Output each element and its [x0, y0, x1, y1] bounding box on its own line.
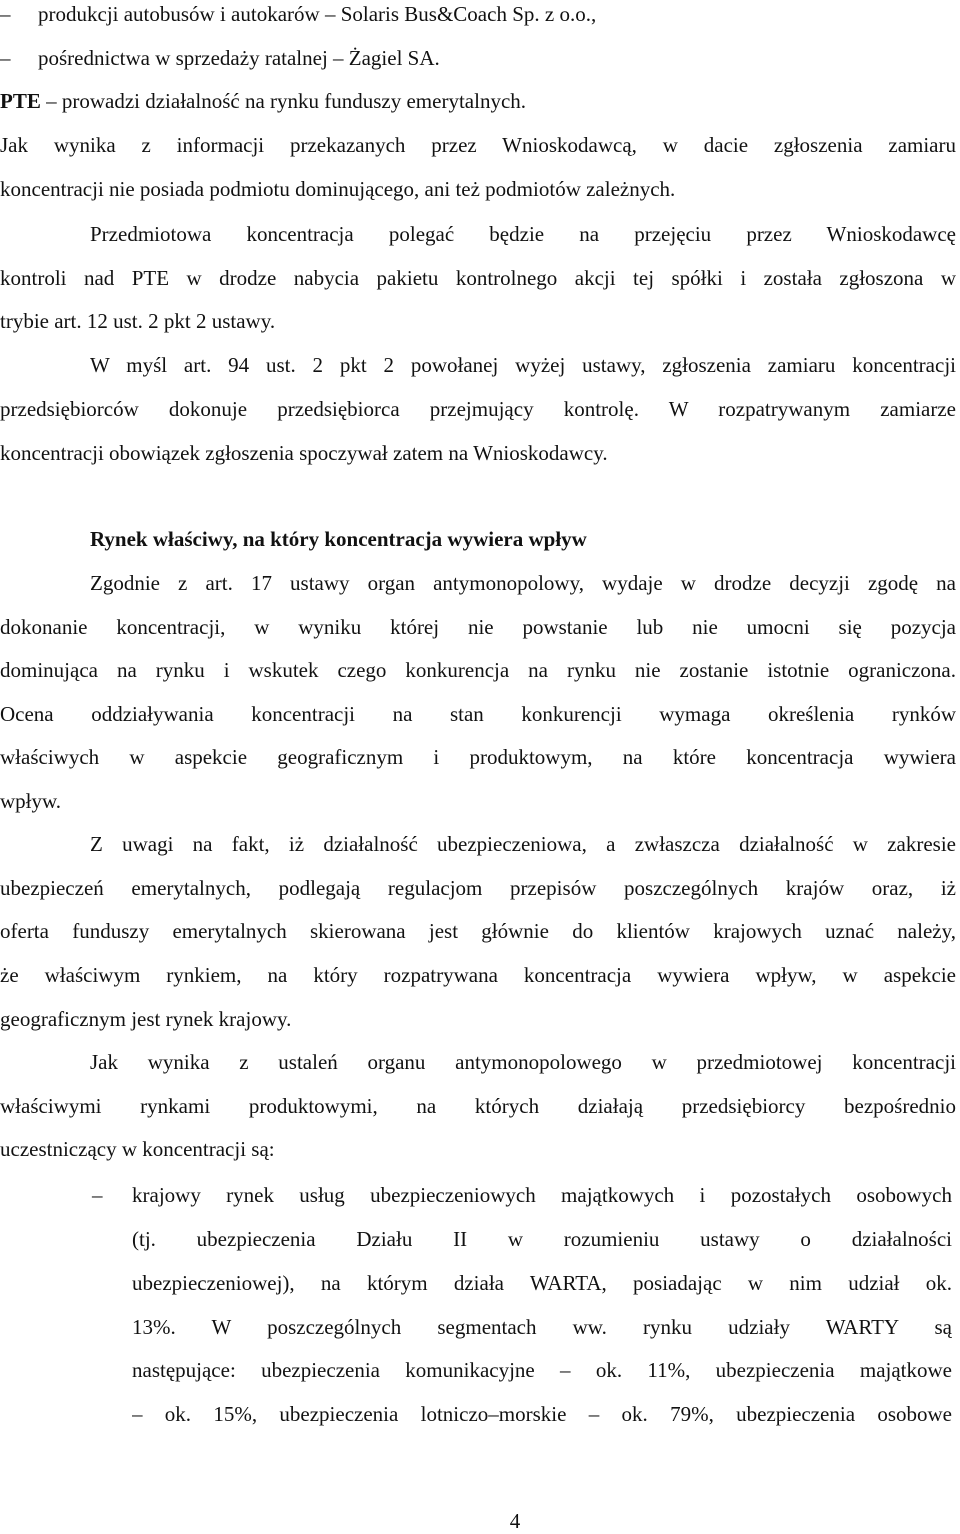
paragraph-line: że właściwym rynkiem, na który rozpatrywana koncentracja wywiera wpływ, w aspekcie [0, 963, 956, 987]
paragraph-line: właściwych w aspekcie geograficznym i produktowym, na które koncentracja wywiera [0, 745, 956, 769]
pte-label: PTE [0, 89, 41, 113]
paragraph-line: Przedmiotowa koncentracja polegać będzie na przejęciu przez Wnioskodawcę [90, 222, 956, 246]
paragraph-line: Zgodnie z art. 17 ustawy organ antymonopolowy, wydaje w drodze decyzji zgodę na [90, 571, 956, 595]
paragraph-line: koncentracji nie posiada podmiotu dominującego, ani też podmiotów zależnych. [0, 177, 676, 201]
list-item-text: następujące: ubezpieczenia komunikacyjne – ok. 11%, ubezpieczenia majątkowe [132, 1358, 952, 1382]
paragraph-line: wpływ. [0, 789, 62, 813]
paragraph-line: właściwymi rynkami produktowymi, na których działają przedsiębiorcy bezpośrednio [0, 1094, 956, 1118]
paragraph-line: Jak wynika z informacji przekazanych przez Wnioskodawcą, w dacie zgłoszenia zamiaru [0, 133, 956, 157]
list-dash: – [92, 1183, 103, 1207]
section-heading: Rynek właściwy, na który koncentracja wywiera wpływ [90, 527, 587, 551]
list-item-text: krajowy rynek usług ubezpieczeniowych majątkowych i pozostałych osobowych [132, 1183, 952, 1207]
list-item-text: pośrednictwa w sprzedaży ratalnej – Żagiel SA. [38, 46, 440, 70]
pte-line [0, 88, 956, 114]
list-item-text: (tj. ubezpieczenia Działu II w rozumieniu ustawy o działalności [132, 1227, 952, 1251]
pte-description: – prowadzi działalność na rynku funduszy emerytalnych. [40, 89, 527, 113]
list-item-text: 13%. W poszczególnych segmentach ww. rynku udziały WARTY są [132, 1315, 952, 1339]
paragraph-line: dominująca na rynku i wskutek czego konkurencja na rynku nie zostanie istotnie ograniczona. [0, 658, 956, 682]
paragraph-line: przedsiębiorców dokonuje przedsiębiorca przejmujący kontrolę. W rozpatrywanym zamiarze [0, 397, 956, 421]
paragraph-line: trybie art. 12 ust. 2 pkt 2 ustawy. [0, 309, 276, 333]
list-item-text: produkcji autobusów i autokarów – Solaris Bus&Coach Sp. z o.o., [38, 2, 597, 26]
paragraph-line: uczestniczący w koncentracji są: [0, 1137, 275, 1161]
paragraph-line: kontroli nad PTE w drodze nabycia pakietu kontrolnego akcji tej spółki i została zgłoszona w [0, 266, 956, 290]
paragraph-line: Jak wynika z ustaleń organu antymonopolowego w przedmiotowej koncentracji [90, 1050, 956, 1074]
paragraph-line: ubezpieczeń emerytalnych, podlegają regulacjom przepisów poszczególnych krajów oraz, iż [0, 876, 956, 900]
page-number: 4 [509, 1509, 521, 1533]
list-dash: – [0, 46, 11, 70]
paragraph-line: W myśl art. 94 ust. 2 pkt 2 powołanej wyżej ustawy, zgłoszenia zamiaru koncentracji [90, 353, 956, 377]
paragraph-line: Ocena oddziaływania koncentracji na stan konkurencji wymaga określenia rynków [0, 702, 956, 726]
list-dash: – [0, 2, 11, 26]
paragraph-line: dokonanie koncentracji, w wyniku której nie powstanie lub nie umocni się pozycja [0, 615, 956, 639]
paragraph-line: koncentracji obowiązek zgłoszenia spoczywał zatem na Wnioskodawcy. [0, 441, 608, 465]
list-item-text: ubezpieczeniowej), na którym działa WARTA, posiadając w nim udział ok. [132, 1271, 952, 1295]
list-item-text: – ok. 15%, ubezpieczenia lotniczo–morskie – ok. 79%, ubezpieczenia osobowe [132, 1402, 952, 1426]
paragraph-line: geograficznym jest rynek krajowy. [0, 1007, 292, 1031]
paragraph-line: Z uwagi na fakt, iż działalność ubezpieczeniowa, a zwłaszcza działalność w zakresie [90, 832, 956, 856]
paragraph-line: oferta funduszy emerytalnych skierowana jest głównie do klientów krajowych uznać należy, [0, 919, 956, 943]
